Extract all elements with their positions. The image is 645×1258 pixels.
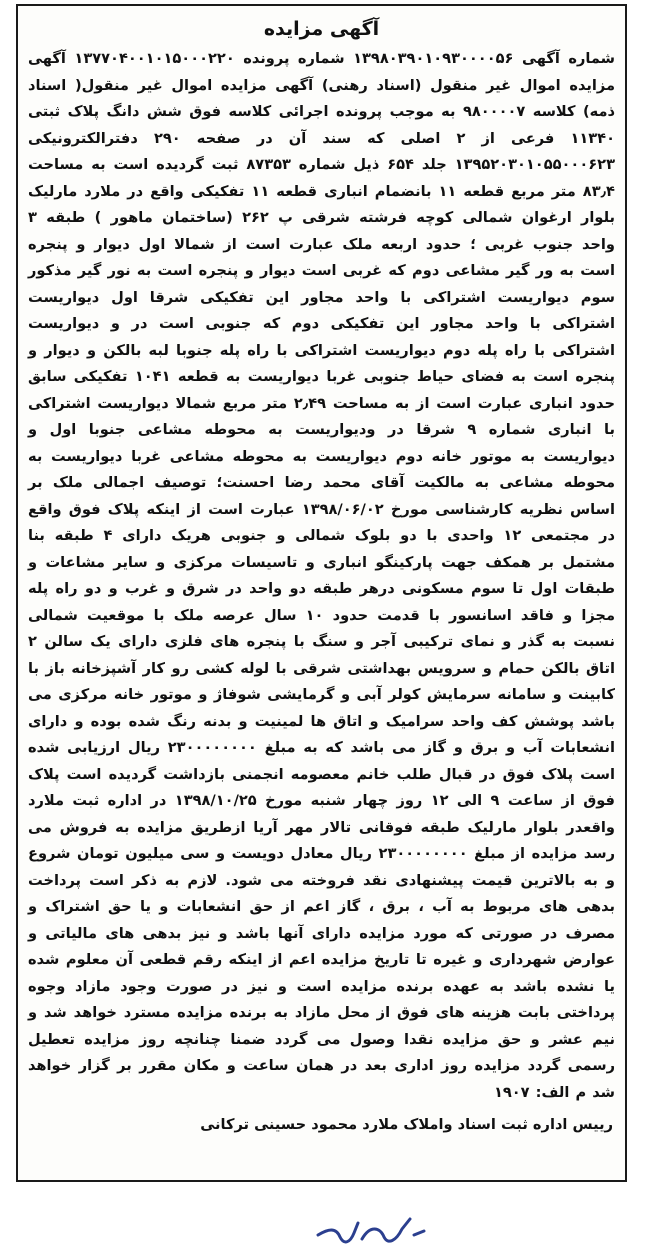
notice-title: آگهی مزایده — [263, 18, 380, 40]
handwritten-mark — [310, 1205, 430, 1255]
notice-body: شماره آگهی ۱۳۹۸۰۳۹۰۱۰۹۳۰۰۰۰۵۶ شماره پرونده ۱۳۷۷۰۴۰۰۱۰۱۵۰۰۰۲۲۰ آگهی مزایده اموال غیر منقول (اسناد رهنی) آگهی مزایده اموال غیر منقول( اسناد ذمه) کلاسه ۹۸۰۰۰۰۷ به موجب پرونده اجرائی کلاسه فوق شش دانگ پلاک ثبتی ۱۱۳۴۰ فرعی از ۲ اصلی که سند آن در صفحه ۲۹۰ دفترالکترونیکی ۱۳۹۵۲۰۳۰۱۰۵۵۰۰۰۶۲۳ جلد ۶۵۴ ذیل شماره ۸۷۳۵۳ ثبت گردیده است به مساحت ۸۳٫۴ متر مربع قطعه ۱۱ بانضمام انباری قطعه ۱۱ تفکیکی واقع در ملارد مارلیک بلوار ارغوان شمالی کوچه فرشته شرقی پ ۲۶۲ (ساختمان ماهور ) طبقه ۳ واحد جنوب غربی ؛ حدود اربعه ملک عبارت است از شمالا اول دیوار و پنجره است به ور گیر مشاعی دوم که غربی است دیوار و پنجره است به نور گیر مذکور سوم دیواریست اشتراکی با واحد مجاور این تفکیکی شرقا اول دیواریست اشتراکی با واحد مجاور این تفکیکی دوم که جنوبی است در و دیواریست اشتراکی با راه پله دوم دیواریست اشتراکی با راه پله جنوبا لبه بالکن و دیوار و پنجره است به فضای حیاط جنوبی غربا دیواریست به قطعه ۱۰۴۱ تفکیکی سابق حدود انباری عبارت است از به مساحت ۲٫۴۹ متر مربع شمالا دیواریست اشتراکی با انباری شماره ۹ شرقا در ودیواریست به محوطه مشاعی جنوبا اول و دیواریست به موتور خانه دوم دیواریست به محوطه مشاعی غربا دیواریست به محوطه مشاعی به مالکیت آقای محمد رضا احسنت؛ توصیف اجمالی ملک بر اساس نظریه کارشناسی مورخ ۱۳۹۸/۰۶/۰۲ عبارت است از اینکه پلاک فوق واقع در مجتمعی ۱۲ واحدی با دو بلوک شمالی و جنوبی هریک دارای ۴ طبقه بنا مشتمل بر همکف جهت پارکینگو انباری و تاسیسات مرکزی و سایر مشاعات و طبقات اول تا سوم مسکونی درهر طبقه دو واحد در شرق و غرب و دو راه پله مجزا و فاقد اسانسور با قدمت حدود ۱۰ سال عرصه ملک با موقعیت شمالی نسبت به گذر و نمای ترکیبی آجر و سنگ با پنجره های فلزی دارای یک سالن ۲ اتاق بالکن حمام و سرویس بهداشتی شرقی با لوله کشی رو کار آشپزخانه باز با کابینت و سامانه سرمایش کولر آبی و گرمایشی شوفاژ و موتور خانه مرکزی می باشد پوشش کف واحد سرامیک و اتاق ها لمینیت و بدنه رنگ شده بوده و دارای انشعابات آب و برق و گاز می باشد که به مبلغ ۲۳۰۰۰۰۰۰۰۰ ریال ارزیابی شده است پلاک فوق در قبال طلب خانم معصومه انجمنی بازداشت گردیده است پلاک فوق از ساعت ۹ الی ۱۲ روز چهار شنبه مورخ ۱۳۹۸/۱۰/۲۵ در اداره ثبت ملارد واقعدر بلوار مارلیک طبقه فوقانی تالار مهر آریا ازطریق مزایده به فروش می رسد مزایده از مبلغ ۲۳۰۰۰۰۰۰۰۰ ریال معادل دویست و سی میلیون تومان شروع و به بالاترین قیمت پیشنهادی نقد فروخته می شود. لازم به ذکر است پرداخت بدهی های مربوط به آب ، برق ، گاز اعم از حق انشعابات و یا حق اشتراک و مصرف در صورتی که مورد مزایده دارای آنها باشد و نیز بدهی های مالیاتی و عوارض شهرداری و غیره تا تاریخ مزایده اعم از اینکه رقم قطعی آن معلوم شده یا نشده باشد به عهده برنده مزایده است و نیز در صورت وجود مازاد وجوه پرداختی بابت هزینه های فوق از محل مازاد به برنده مزایده مسترد خواهد شد و نیم عشر و حق مزایده نقدا وصول می گردد ضمنا چنانچه روز مزایده تعطیل رسمی گردد مزایده روز اداری بعد در همان ساعت و مکان مقرر بر گزار خواهد شد م الف: ۱۹۰۷ — [28, 50, 616, 1101]
notice-signature: رییس اداره ثبت اسناد واملاک ملارد محمود حسینی ترکانی — [200, 1116, 613, 1133]
auction-notice — [16, 4, 627, 1182]
